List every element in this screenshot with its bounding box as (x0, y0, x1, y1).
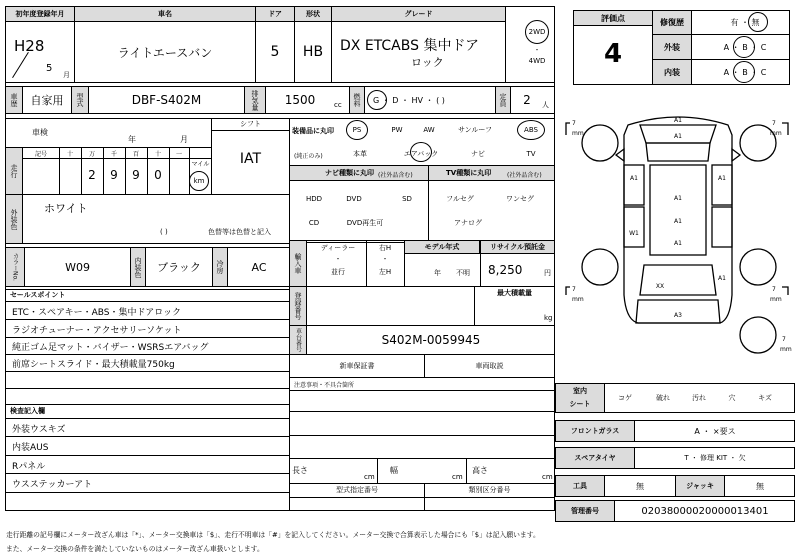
navi-sub: (社外品含む) (378, 171, 413, 179)
import-left-h: 左H (378, 268, 392, 276)
sales-line (5, 301, 290, 302)
recycle-yen: 円 (544, 269, 551, 277)
ac-label: 冷房 (216, 260, 224, 274)
navi-cd: CD (308, 219, 320, 227)
navi-dvd-play: DVD再生可 (346, 219, 384, 227)
tv-oneseg: ワンセグ (506, 195, 534, 203)
capacity-label: 定員 (499, 93, 507, 107)
navi-sd: SD (402, 195, 412, 203)
dimension-row (289, 458, 555, 484)
usage-value: 自家用 (30, 94, 64, 107)
mileage-digit: 2 (88, 168, 96, 182)
damage-mark: A1 (630, 175, 638, 182)
interior-seat-label1: 室内 (573, 387, 587, 395)
tv-analog: アナログ (454, 219, 482, 227)
exterior-options: A ・ B ・ C (723, 42, 767, 52)
reg-no-label: 登録番号 (294, 292, 302, 320)
mileage-digit: 9 (110, 168, 118, 182)
recycle-label: リサイクル預託金 (489, 243, 546, 251)
drive-dot: ・ (533, 46, 541, 54)
model-year-label: モデル年式 (424, 243, 460, 251)
windshield-options: A ・ ×要ス (694, 426, 736, 436)
spare-tire-label: スペアタイヤ (574, 454, 616, 462)
length-label: 長さ (292, 465, 308, 475)
inspector-line (5, 492, 290, 493)
damage-mark: A1 (718, 175, 726, 182)
dimension-divider (377, 458, 378, 484)
jack-value: 無 (756, 481, 764, 491)
sales-points-label: セールスポイント (10, 291, 66, 299)
inspector-line (5, 473, 290, 474)
inspector-label: 検査記入欄 (10, 407, 45, 415)
mileage-digit-header: 百 (132, 150, 139, 158)
grade-line2: ロック (411, 56, 444, 69)
interior-color-value: ブラック (157, 261, 201, 274)
equip-ps: PS (352, 126, 362, 134)
mileage-col-line (169, 147, 170, 195)
grade-label: グレード (404, 10, 433, 18)
import-parallel: 並行 (331, 268, 345, 276)
sales-point-item: 純正ゴム足マット・バイザー・WSRSエアバッグ (12, 342, 209, 353)
mileage-label: 走行 (10, 164, 18, 178)
model-label: 型式 (76, 93, 84, 107)
warranty-label: 新車保証書 (339, 362, 375, 370)
inspector-item: 外装ウスキズ (12, 424, 66, 435)
shift-value: IAT (239, 151, 262, 167)
reg-month-value: 5 (46, 62, 53, 74)
tire-depth-value: 7 (772, 120, 776, 127)
tv-fullseg: フルセグ (446, 195, 474, 203)
sales-line (5, 371, 290, 372)
jack-label: ジャッキ (686, 482, 714, 490)
fuel-label: 燃料 (353, 93, 361, 107)
recycle-value: 8,250 (488, 263, 523, 277)
inspection-month-unit: 月 (180, 134, 188, 144)
tire-depth-unit: mm (770, 296, 782, 303)
door-label: ドア (268, 10, 282, 18)
dimension-divider (466, 458, 467, 484)
mileage-digit: 9 (132, 168, 140, 182)
displacement-value: 1500 (284, 93, 316, 107)
type-no-line (289, 497, 555, 498)
sales-line (5, 388, 290, 389)
displacement-unit: cc (334, 101, 342, 109)
windshield-label: フロントガラス (570, 427, 620, 435)
sales-line (5, 354, 290, 355)
interior-label: 内装 (664, 67, 680, 77)
mileage-digit-header: 万 (88, 150, 95, 158)
capacity-unit: 人 (542, 101, 549, 109)
sales-line (5, 337, 290, 338)
mileage-mile: マイル (191, 160, 210, 168)
damage-mark: A1 (674, 195, 682, 202)
damage-mark: A1 (674, 240, 682, 247)
tire-rear-right (740, 249, 776, 285)
score-value: 4 (603, 39, 623, 69)
reg-month-unit: 月 (63, 71, 70, 79)
score-label: 評価点 (601, 13, 625, 23)
import-dealer: ディーラー (320, 244, 356, 252)
interior-color-label: 内装色 (134, 256, 142, 278)
mileage-digit: 0 (154, 168, 162, 182)
shift-label: シフト (240, 120, 261, 128)
interior-seat-label2: シート (569, 400, 591, 408)
mileage-digit-header: 一 (175, 150, 182, 158)
seat-option: 穴 (728, 394, 736, 402)
inspection-year-unit: 年 (128, 134, 136, 144)
damage-mark: A1 (674, 133, 682, 140)
damage-mark: A1 (674, 218, 682, 225)
grade-line1: DX ETCABS 集中ドア (340, 38, 480, 54)
tire-front-left (582, 125, 618, 161)
drive-4wd: 4WD (528, 57, 546, 65)
equip-tv: TV (526, 150, 536, 158)
tv-sub: (社外品含む) (507, 171, 542, 179)
class-no-label: 類別区分番号 (468, 486, 511, 494)
notes-line (289, 411, 555, 412)
repair-options: 有 ・ 無 (730, 18, 760, 27)
management-value: 02038000020000013401 (641, 505, 769, 517)
equipment-sub: (純正のみ) (294, 152, 323, 160)
inspector-line (5, 436, 290, 437)
sales-line (5, 319, 290, 320)
tire-depth-unit: mm (770, 130, 782, 137)
notes-line (289, 390, 555, 391)
mileage-digit-header: 十 (66, 150, 73, 158)
mileage-digit-header: 十 (154, 150, 161, 158)
repair-label: 修復歴 (660, 18, 684, 27)
tire-depth-unit: mm (572, 296, 584, 303)
exterior-color-note: 色替等は色替と記入 (208, 228, 271, 236)
car-damage-diagram (560, 95, 795, 375)
exterior-color-value: ホワイト (44, 202, 88, 215)
displacement-label: 排気量 (251, 89, 259, 111)
inspector-item: Rパネル (12, 461, 46, 472)
drive-cell (505, 6, 555, 83)
tire-depth-value: 7 (572, 286, 576, 293)
width-label: 幅 (390, 465, 398, 475)
height-unit: cm (542, 473, 553, 481)
exterior-color-paren: ( ) (160, 228, 168, 236)
spare-tire-options: T ・ 修理 KIT ・ 欠 (684, 454, 746, 462)
mileage-kigo: 記号 (34, 150, 47, 158)
equip-airbag: エアバック (403, 150, 439, 158)
shape-value: HB (302, 44, 324, 60)
type-no-label: 型式指定番号 (336, 486, 378, 494)
mileage-digit-header: 千 (110, 150, 117, 158)
manual-label: 車両取説 (475, 362, 504, 370)
chassis-value: S402M-0059945 (381, 333, 481, 347)
tire-depth-unit: mm (780, 346, 792, 353)
tire-rear-left (582, 249, 618, 285)
model-year-unknown: 不明 (456, 269, 470, 277)
damage-mark: A3 (674, 312, 682, 319)
management-label: 管理番号 (571, 507, 599, 515)
equipment-label: 装備品に丸印 (292, 127, 334, 135)
exterior-label: 外装 (664, 42, 680, 52)
sales-point-item: 前席シートスライド・最大積載量750kg (12, 359, 175, 370)
navi-label: ナビ種類に丸印 (325, 169, 374, 177)
footer-line1: 走行距離の記号欄にメーター改ざん車は「*」、メーター交換車は「$」、走行不明車は「#」を記入してください。メーター交換で合算表示した場合にも「$」は記入願います。 (6, 530, 540, 539)
length-unit: cm (364, 473, 375, 481)
sales-point-item: ETC・スペアキー・ABS・集中ドアロック (12, 307, 182, 318)
equip-navi: ナビ (471, 150, 485, 158)
tools-label: 工具 (573, 482, 587, 490)
reg-year-label: 初年度登録年月 (15, 10, 65, 18)
model-year-unit: 年 (434, 269, 441, 277)
equip-leather: 本革 (353, 150, 367, 158)
usage-label: 車歴 (10, 93, 18, 107)
damage-mark: XX (655, 283, 665, 290)
import-right-h: 右H (378, 244, 392, 252)
drive-2wd: 2WD (528, 28, 546, 36)
model-value: DBF-S402M (131, 93, 202, 107)
inspector-item: 内装AUS (12, 442, 49, 453)
width-unit: cm (452, 473, 463, 481)
fuel-options: G ・ D ・ HV ・ ( ) (373, 95, 445, 105)
footer-line2: また、メーター交換の条件を満たしていないものはメーター改ざん車扱いとします。 (6, 544, 264, 553)
shape-label: 形状 (306, 10, 320, 18)
car-name-value: ライトエースバン (117, 45, 213, 60)
height-label: 高さ (472, 465, 488, 475)
inspector-line (5, 418, 290, 419)
tools-value: 無 (636, 481, 644, 491)
mileage-km: km (193, 177, 205, 185)
notes-line (289, 435, 555, 436)
tire-depth-value: 7 (772, 286, 776, 293)
damage-mark: W1 (629, 230, 639, 237)
capacity-value: 2 (523, 93, 531, 107)
color-no-value: W09 (65, 260, 90, 274)
import-dot: ・ (334, 255, 342, 263)
max-load-unit: kg (544, 314, 553, 322)
tv-label: TV種類に丸印 (446, 169, 492, 177)
spare-tire (740, 317, 776, 353)
seat-option: コゲ (618, 394, 632, 402)
seat-option: 破れ (656, 394, 670, 402)
max-load-label: 最大積載量 (497, 289, 532, 297)
equip-aw: AW (423, 126, 435, 134)
inspection-label: 車検 (32, 127, 48, 137)
sales-point-item: ラジオチューナー・アクセサリーソケット (12, 325, 182, 336)
equip-pw: PW (391, 126, 403, 134)
import-label: 輸入車 (294, 253, 302, 274)
damage-mark: A1 (718, 275, 726, 282)
ac-value: AC (251, 260, 267, 274)
navi-hdd: HDD (305, 195, 323, 203)
inspector-item: ウスステッカーアト (12, 479, 93, 490)
chassis-label: 車台番号 (294, 328, 302, 352)
tire-depth-value: 7 (782, 336, 786, 343)
car-name-label: 車名 (158, 10, 172, 18)
equip-abs: ABS (524, 126, 538, 134)
color-no-label: カラーNo. (11, 253, 19, 281)
damage-mark: A1 (674, 117, 682, 124)
interior-options: A ・ B ・ C (723, 67, 767, 77)
equip-sunroof: サンルーフ (457, 126, 493, 134)
exterior-color-label: 外装色 (10, 208, 18, 230)
tire-depth-value: 7 (572, 120, 576, 127)
seat-option: 汚れ (692, 394, 706, 402)
tire-depth-unit: mm (572, 130, 584, 137)
navi-dvd: DVD (346, 195, 362, 203)
import-dot-2: ・ (381, 255, 389, 263)
notes-label: 注意事項・不具合箇所 (294, 381, 355, 389)
seat-option: キズ (758, 394, 772, 402)
mileage-header-line (23, 158, 212, 159)
inspector-line (5, 455, 290, 456)
door-value: 5 (270, 44, 280, 60)
reg-year-value: H28 (14, 37, 45, 55)
